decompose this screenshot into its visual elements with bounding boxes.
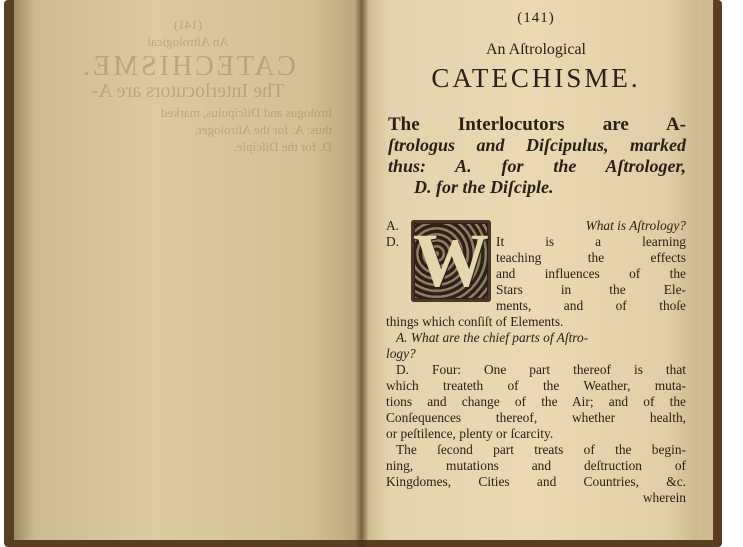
question-2-cont: logy? — [386, 346, 416, 361]
answer-2-line: which treateth of the Weather, muta- — [386, 378, 686, 393]
question-1: What is Aſtrology? — [585, 218, 686, 233]
answer-1-line: It is a learning — [496, 234, 686, 249]
answer-1-line: ments, and of thoſe — [496, 298, 686, 313]
book-spine — [355, 0, 369, 547]
speaker-a-label: A. — [386, 218, 400, 233]
paragraph-3-line: Kingdomes, Cities and Countries, &c. — [386, 474, 686, 489]
answer-2-line: or peſtilence, plenty or ſcarcity. — [386, 426, 554, 441]
speaker-d-label: D. — [386, 234, 400, 249]
page-edges — [697, 0, 713, 540]
right-page — [362, 0, 702, 540]
answer-2-line: tions and change of the Air; and of the — [386, 394, 686, 409]
answer-1-line: and influences of the — [496, 266, 686, 281]
decorated-initial — [411, 220, 491, 302]
paragraph-3-line: The ſecond part treats of the begin- — [396, 442, 686, 457]
answer-wrap — [496, 218, 686, 314]
answer-1-line: Stars in the Ele- — [496, 282, 686, 297]
answer-1-line: teaching the effects — [496, 250, 686, 265]
answer-2-line: D. Four: One part thereof is that — [396, 362, 686, 377]
dialogue-section — [386, 218, 686, 506]
paragraph-3-line: ning, mutations and deſtruction of — [386, 458, 686, 473]
page-title: CATECHISME. — [431, 63, 641, 93]
page-number: (141) — [517, 10, 555, 26]
left-page — [14, 0, 362, 540]
page-subtitle: An Aſtrological — [486, 41, 586, 58]
page-text — [386, 0, 686, 506]
catchword: wherein — [642, 490, 686, 505]
show-through-text: (141) An Aſtrological CATECHISME. The Interlocutors are A- ſtrologus and Diſcipulus, marked thus: A. for the Aſtrologer, D. for the Diſciple. — [80, 17, 332, 154]
initial-letter: W — [413, 219, 489, 303]
question-2: A. What are the chief parts of Aſtro- — [396, 330, 589, 345]
interlocutors-paragraph: The Interlocutors are A- ſtrologus and Diſcipulus, marked thus: A. for the Aſtrologer, D. for the Diſciple. — [388, 114, 686, 197]
answer-2-line: Conſequences thereof, whether health, — [386, 410, 686, 425]
answer-1-tail: things which conſiſt of Elements. — [386, 314, 564, 329]
